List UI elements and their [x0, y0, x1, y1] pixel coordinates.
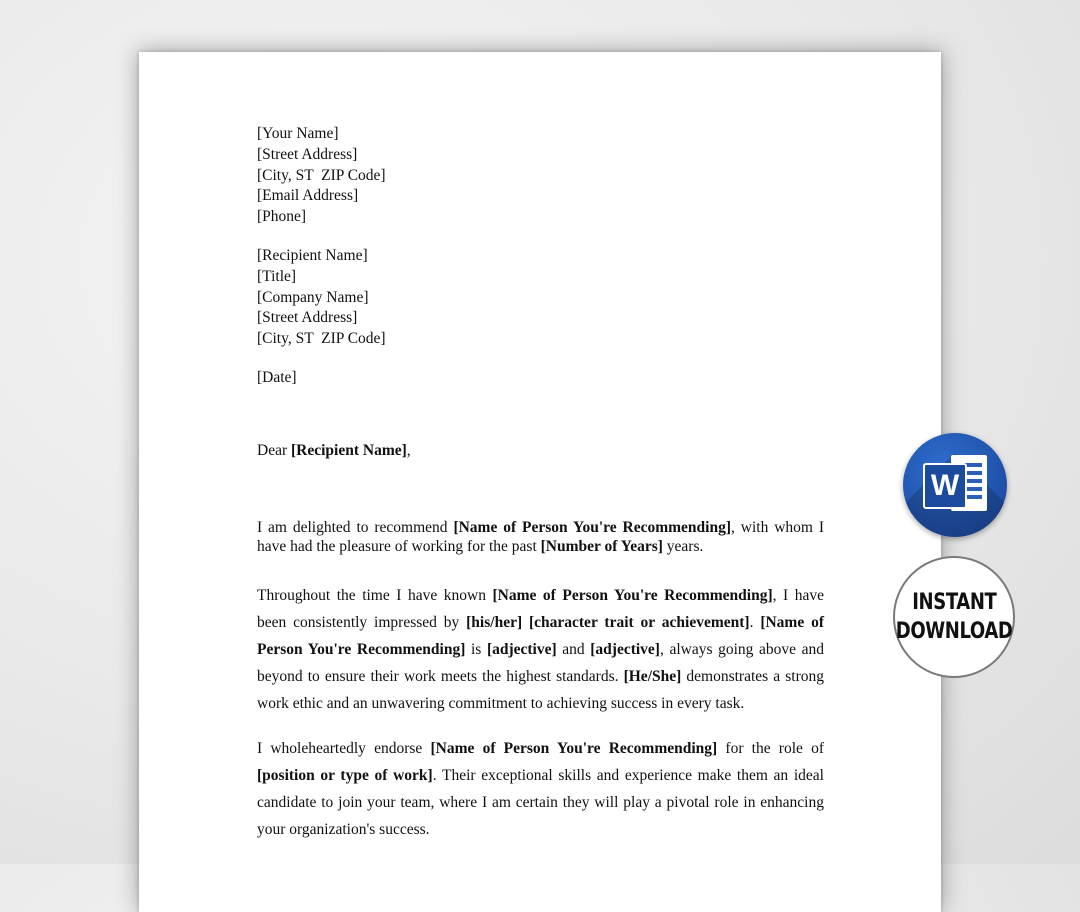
word-letter: W	[923, 463, 967, 509]
letter-content	[257, 124, 824, 843]
recipient-line: [Recipient Name]	[257, 246, 368, 264]
microsoft-word-icon	[903, 433, 1007, 537]
instant-label: INSTANT	[911, 590, 997, 615]
salutation-prefix: Dear	[257, 441, 291, 459]
sender-line: [Email Address]	[257, 187, 359, 205]
paragraph-intro: I am delighted to recommend [Name of Person You're Recommending], with whom I have had the pleasure of working for the past [Number of Years] years.	[257, 518, 825, 555]
letter-date: [Date]	[257, 368, 297, 386]
salutation	[257, 441, 824, 462]
recipient-address	[257, 246, 824, 350]
sender-line: [Phone]	[257, 208, 307, 226]
recipient-line: [Title]	[257, 267, 297, 285]
letter-page	[139, 52, 941, 912]
instant-download-badge	[893, 556, 1015, 678]
paragraph-impression: Throughout the time I have known [Name of Person You're Recommending], I have been consistently impressed by [his/her] [character trait or achievement]. [Name of Person You're Recommending] is [adjective] and [adjective], always going above and beyond to ensure their work meets the highest standards. [He/She] demonstrates a strong work ethic and an unwavering commitment to achieving success in every task.	[257, 586, 824, 712]
sender-line: [Street Address]	[257, 145, 358, 163]
sender-line: [City, ST ZIP Code]	[257, 166, 386, 184]
recipient-line: [City, ST ZIP Code]	[257, 330, 386, 348]
recipient-line: [Company Name]	[257, 288, 369, 306]
salutation-suffix: ,	[406, 441, 411, 459]
salutation-name: [Recipient Name]	[291, 441, 407, 459]
paragraph-endorsement: I wholeheartedly endorse [Name of Person You're Recommending] for the role of [position or type of work]. Their exceptional skills and experience make them an ideal candidate to join your team, where I am certain they will play a pivotal role in enhancing your organization's success.	[257, 739, 824, 838]
sender-line: [Your Name]	[257, 125, 339, 142]
download-label: DOWNLOAD	[895, 619, 1013, 644]
recipient-line: [Street Address]	[257, 309, 358, 327]
sender-address	[257, 124, 824, 228]
